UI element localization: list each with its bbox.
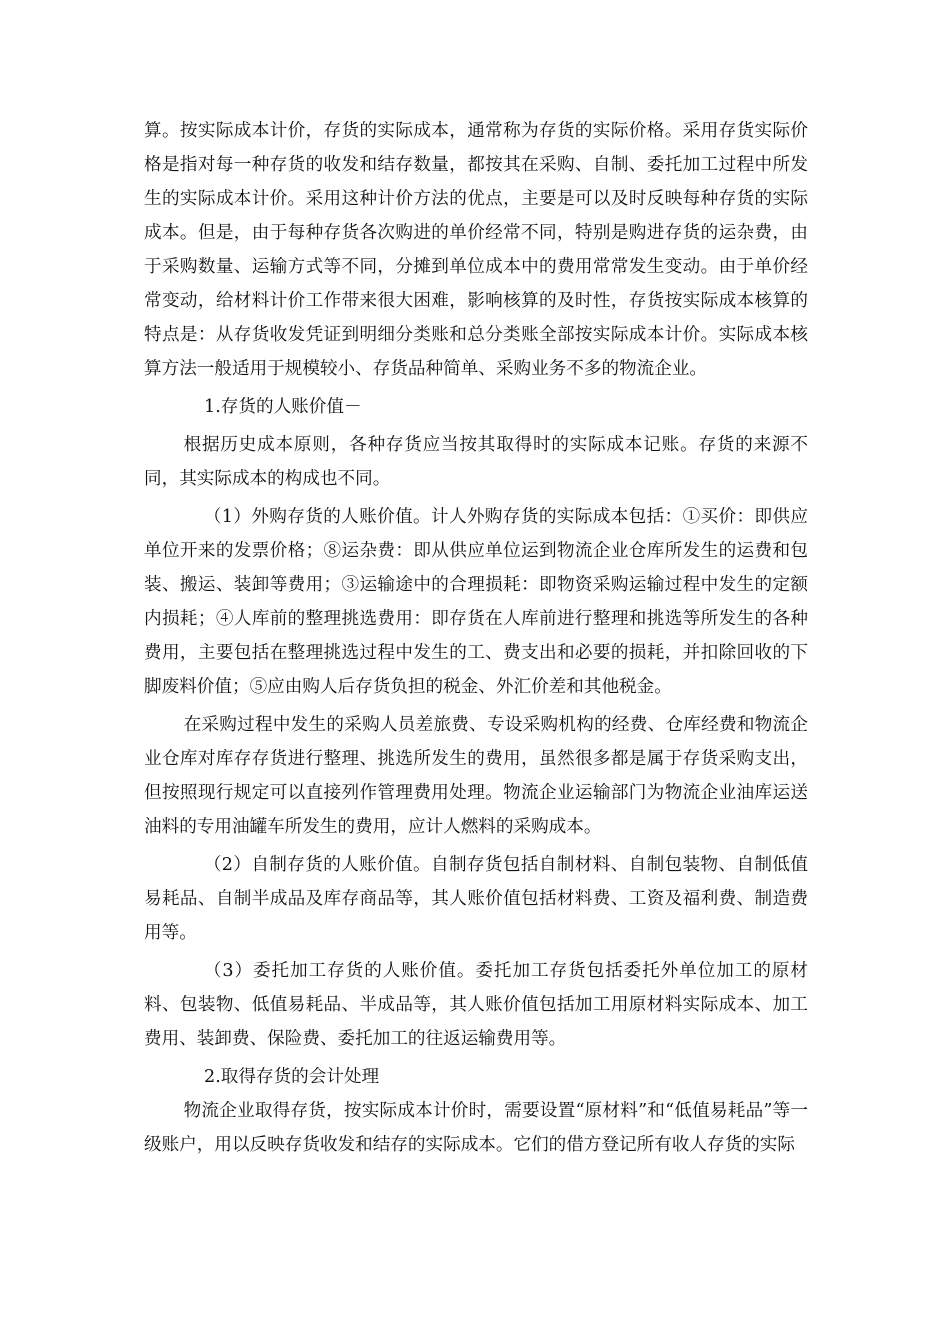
paragraph-self-made-inventory: （2）自制存货的人账价值。自制存货包括自制材料、自制包装物、自制低值易耗品、自制半成品及库存商品等，其人账价值包括材料费、工资及福利费、制造费用等。	[144, 855, 808, 943]
paragraph-procurement-expenses: 在采购过程中发生的采购人员差旅费、专设采购机构的经费、仓库经费和物流企业仓库对库存存货进行整理、挑选所发生的费用，虽然很多都是属于存货采购支出，但按照现行规定可以直接列作管理费用处理。物流企业运输部门为物流企业油库运送油料的专用油罐车所发生的费用，应计人燃料的采购成本。	[144, 715, 808, 837]
section-heading-2: 2.取得存货的会计处理	[204, 1067, 380, 1087]
document-body	[144, 114, 808, 1162]
paragraph-purchased-inventory: （1）外购存货的人账价值。计人外购存货的实际成本包括：①买价：即供应单位开来的发票价格；⑧运杂费：即从供应单位运到物流企业仓库所发生的运费和包装、搬运、装卸等费用；③运输途中的合理损耗：即物资采购运输过程中发生的定额内损耗；④人库前的整理挑选费用：即存货在人库前进行整理和挑选等所发生的各种费用，主要包括在整理挑选过程中发生的工、费支出和必要的损耗，并扣除回收的下脚废料价值；⑤应由购人后存货负担的税金、外汇价差和其他税金。	[144, 507, 808, 697]
paragraph-historical-cost: 根据历史成本原则，各种存货应当按其取得时的实际成本记账。存货的来源不同，其实际成本的构成也不同。	[144, 435, 808, 489]
paragraph-accounting-treatment: 物流企业取得存货，按实际成本计价时，需要设置“原材料”和“低值易耗品”等一级账户，用以反映存货收发和结存的实际成本。它们的借方登记所有收人存货的实际	[144, 1101, 808, 1155]
section-heading-1: 1.存货的人账价值－	[204, 397, 362, 417]
paragraph-continuation: 算。按实际成本计价，存货的实际成本，通常称为存货的实际价格。采用存货实际价格是指对每一种存货的收发和结存数量，都按其在采购、自制、委托加工过程中所发生的实际成本计价。采用这种计价方法的优点，主要是可以及时反映每种存货的实际成本。但是，由于每种存货各次购进的单价经常不同，特别是购进存货的运杂费，由于采购数量、运输方式等不同，分摊到单位成本中的费用常常发生变动。由于单价经常变动，给材料计价工作带来很大困难，影响核算的及时性，存货按实际成本核算的特点是：从存货收发凭证到明细分类账和总分类账全部按实际成本计价。实际成本核算方法一般适用于规模较小、存货品种简单、采购业务不多的物流企业。	[144, 121, 808, 379]
paragraph-consigned-processing: （3）委托加工存货的人账价值。委托加工存货包括委托外单位加工的原材料、包装物、低值易耗品、半成品等，其人账价值包括加工用原材料实际成本、加工费用、装卸费、保险费、委托加工的往返运输费用等。	[144, 961, 808, 1049]
